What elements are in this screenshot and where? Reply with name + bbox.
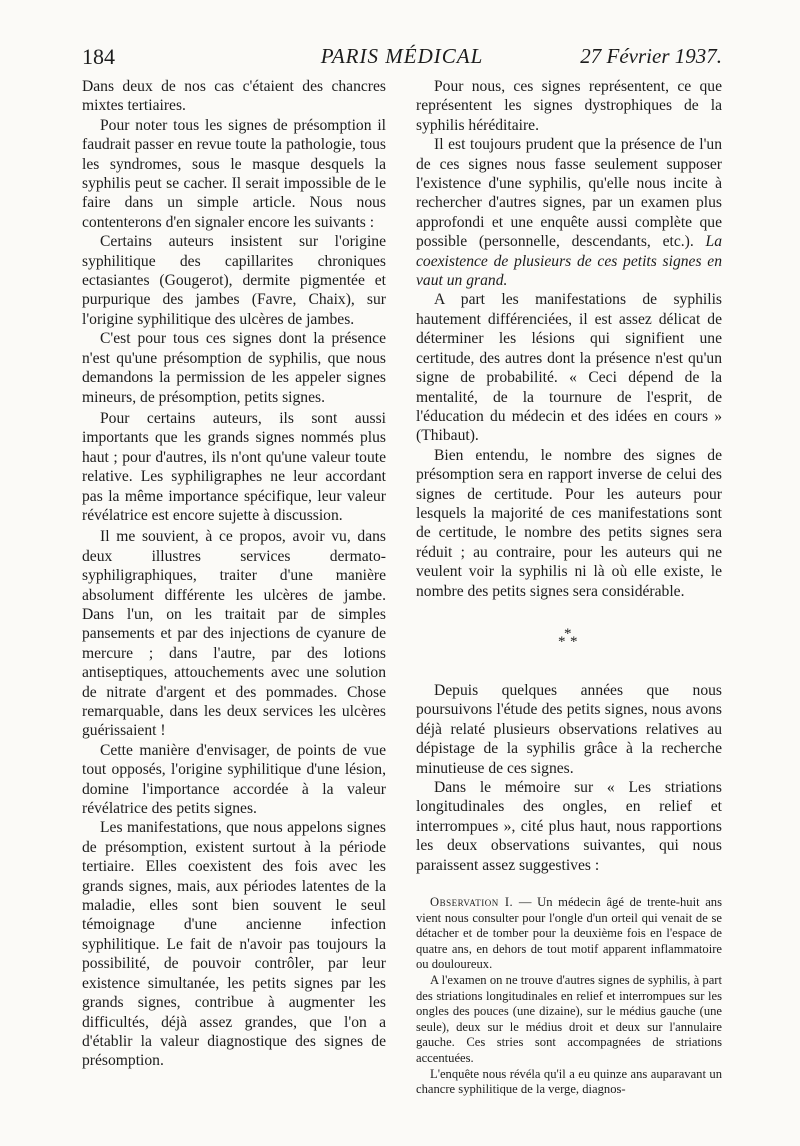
paragraph: Certains auteurs insistent sur l'origine syphilitique des capillarites chroniques ectasiantes (Gougerot), dermite pigmentée et purpurique des jambes (Favre, Chaix), sur l'origine syphilitique des ulcères de jambes. — [82, 233, 386, 328]
asterisk: * — [570, 633, 578, 650]
paragraph: Il me souvient, à ce propos, avoir vu, dans deux illustres services dermato-syphiligraphiques, traiter d'une manière absolument différente les ulcères de jambe. Dans l'un, on les traitait par de simples pansements et par des injections de cyanure de mercure ; dans l'autre, par des lotions antiseptiques, attouchements avec une solution de nitrate d'argent et des pommades. Chose remarquable, dans les deux services les ulcères guérissaient ! — [82, 528, 386, 740]
paragraph — [416, 135, 722, 290]
paragraph-text: Il est toujours prudent que la présence de l'un de ces signes nous fasse seulement supposer l'existence d'une syphilis, qu'elle nous incite à rechercher d'autres signes, par un examen plus approfondi et une enquête aussi complète que possible (personnelle, descendants, etc.). — [416, 136, 722, 251]
left-column — [82, 77, 386, 1071]
journal-title: PARIS MÉDICAL — [320, 44, 484, 68]
paragraph: Bien entendu, le nombre des signes de présomption sera en rapport inverse de celui des signes de certitude. Pour les auteurs pour lesquels la majorité de ces manifestations sont de certitude, le nombre des petits signes sera réduit ; au contraire, pour les auteurs qui ne veulent voir la syphilis ni là où elle existe, le nombre des petits signes sera considérable. — [416, 446, 722, 600]
emphasis-text: La coexistence de plusieurs de ces petits signes en vaut un grand. — [416, 233, 722, 290]
paragraph: Les manifestations, que nous appelons signes de présomption, existent surtout à la période tertiaire. Elles coexistent des fois avec les grands signes, mais, aux périodes latentes de la maladie, elles sont bien souvent le seul témoignage d'une ancienne infection syphilitique. Le fait de n'avoir pas toujours la possibilité, de pouvoir contrôler, par leur existence simultanée, les petits signes par les grands signes, contribue à augmenter les difficultés, déjà assez grandes, que l'on a d'établir la valeur diagnostique des signes de présomption. — [82, 819, 386, 1070]
right-column — [416, 77, 722, 1098]
observation-paragraph — [416, 895, 722, 973]
observation-label: Observation I. — [430, 895, 514, 910]
paragraph: Cette manière d'envisager, de points de vue tout opposés, l'origine syphilitique d'une lésion, domine l'importance accordée à la valeur révélatrice des petits signes. — [82, 741, 386, 818]
observation-text: — Un médecin âgé de trente-huit ans vient nous consulter pour l'ongle d'un orteil qui venait de se détacher et de tomber pour la deuxième fois en l'espace de quatre ans, en dehors de tout motif apparent inflammatoire ou douloureux. — [416, 895, 723, 972]
paragraph: Pour certains auteurs, ils sont aussi importants que les grands signes nommés plus haut ; pour d'autres, ils n'ont qu'une valeur toute relative. Les syphiligraphes ne leur accordant pas la même importance spécifique, leur valeur révélatrice est encore sujette à discussion. — [82, 409, 386, 524]
paragraph: C'est pour tous ces signes dont la présence n'est qu'une présomption de syphilis, que nous demandons la permission de les appeler signes mineurs, de présomption, petits signes. — [82, 330, 386, 406]
section-asterism — [416, 613, 722, 667]
asterisk: * — [564, 625, 572, 642]
paragraph: Dans deux de nos cas c'étaient des chancres mixtes tertiaires. — [82, 78, 386, 115]
asterisk: * — [558, 633, 566, 650]
page-header — [82, 44, 722, 74]
observation-block — [416, 895, 722, 1098]
page-number: 184 — [82, 44, 115, 69]
observation-paragraph: A l'examen on ne trouve d'autres signes de syphilis, à part des striations longitudinales en relief et interrompues sur les ongles des pouces (une dizaine), sur le médius gauche (une seule), deux sur le médius droit et deux sur l'annulaire gauche. Ces stries sont accompagnées de striations accentuées. — [416, 973, 722, 1065]
paragraph: Depuis quelques années que nous poursuivons l'étude des petits signes, nous avons déjà relaté plusieurs observations relatives au dépistage de la syphilis grâce à la recherche minutieuse de ces signes. — [416, 681, 722, 777]
paragraph: Pour nous, ces signes représentent, ce que représentent les signes dystrophiques de la syphilis héréditaire. — [416, 78, 722, 134]
observation-paragraph: L'enquête nous révéla qu'il a eu quinze ans auparavant un chancre syphilitique de la verge, diagnos- — [416, 1066, 722, 1097]
paragraph: Pour noter tous les signes de présomption il faudrait passer en revue toute la pathologie, tous les syndromes, sous le masque desquels la syphilis peut se cacher. Il serait impossible de le faire dans un simple article. Nous nous contenterons d'en signaler encore les suivants : — [82, 116, 386, 231]
paragraph: A part les manifestations de syphilis hautement différenciées, il est assez délicat de déterminer les lésions qui signifient une certitude, des autres dont la présence n'est qu'un signe de probabilité. « Ceci dépend de la mentalité, de la tournure de l'esprit, de l'éducation du médecin et des idées en cours » (Thibaut). — [416, 291, 722, 445]
issue-date: 27 Février 1937. — [580, 44, 722, 68]
paragraph: Dans le mémoire sur « Les striations longitudinales des ongles, en relief et interrompues », cité plus haut, nous rapportions les deux observations suivantes, qui nous paraissent assez suggestives : — [416, 779, 722, 874]
